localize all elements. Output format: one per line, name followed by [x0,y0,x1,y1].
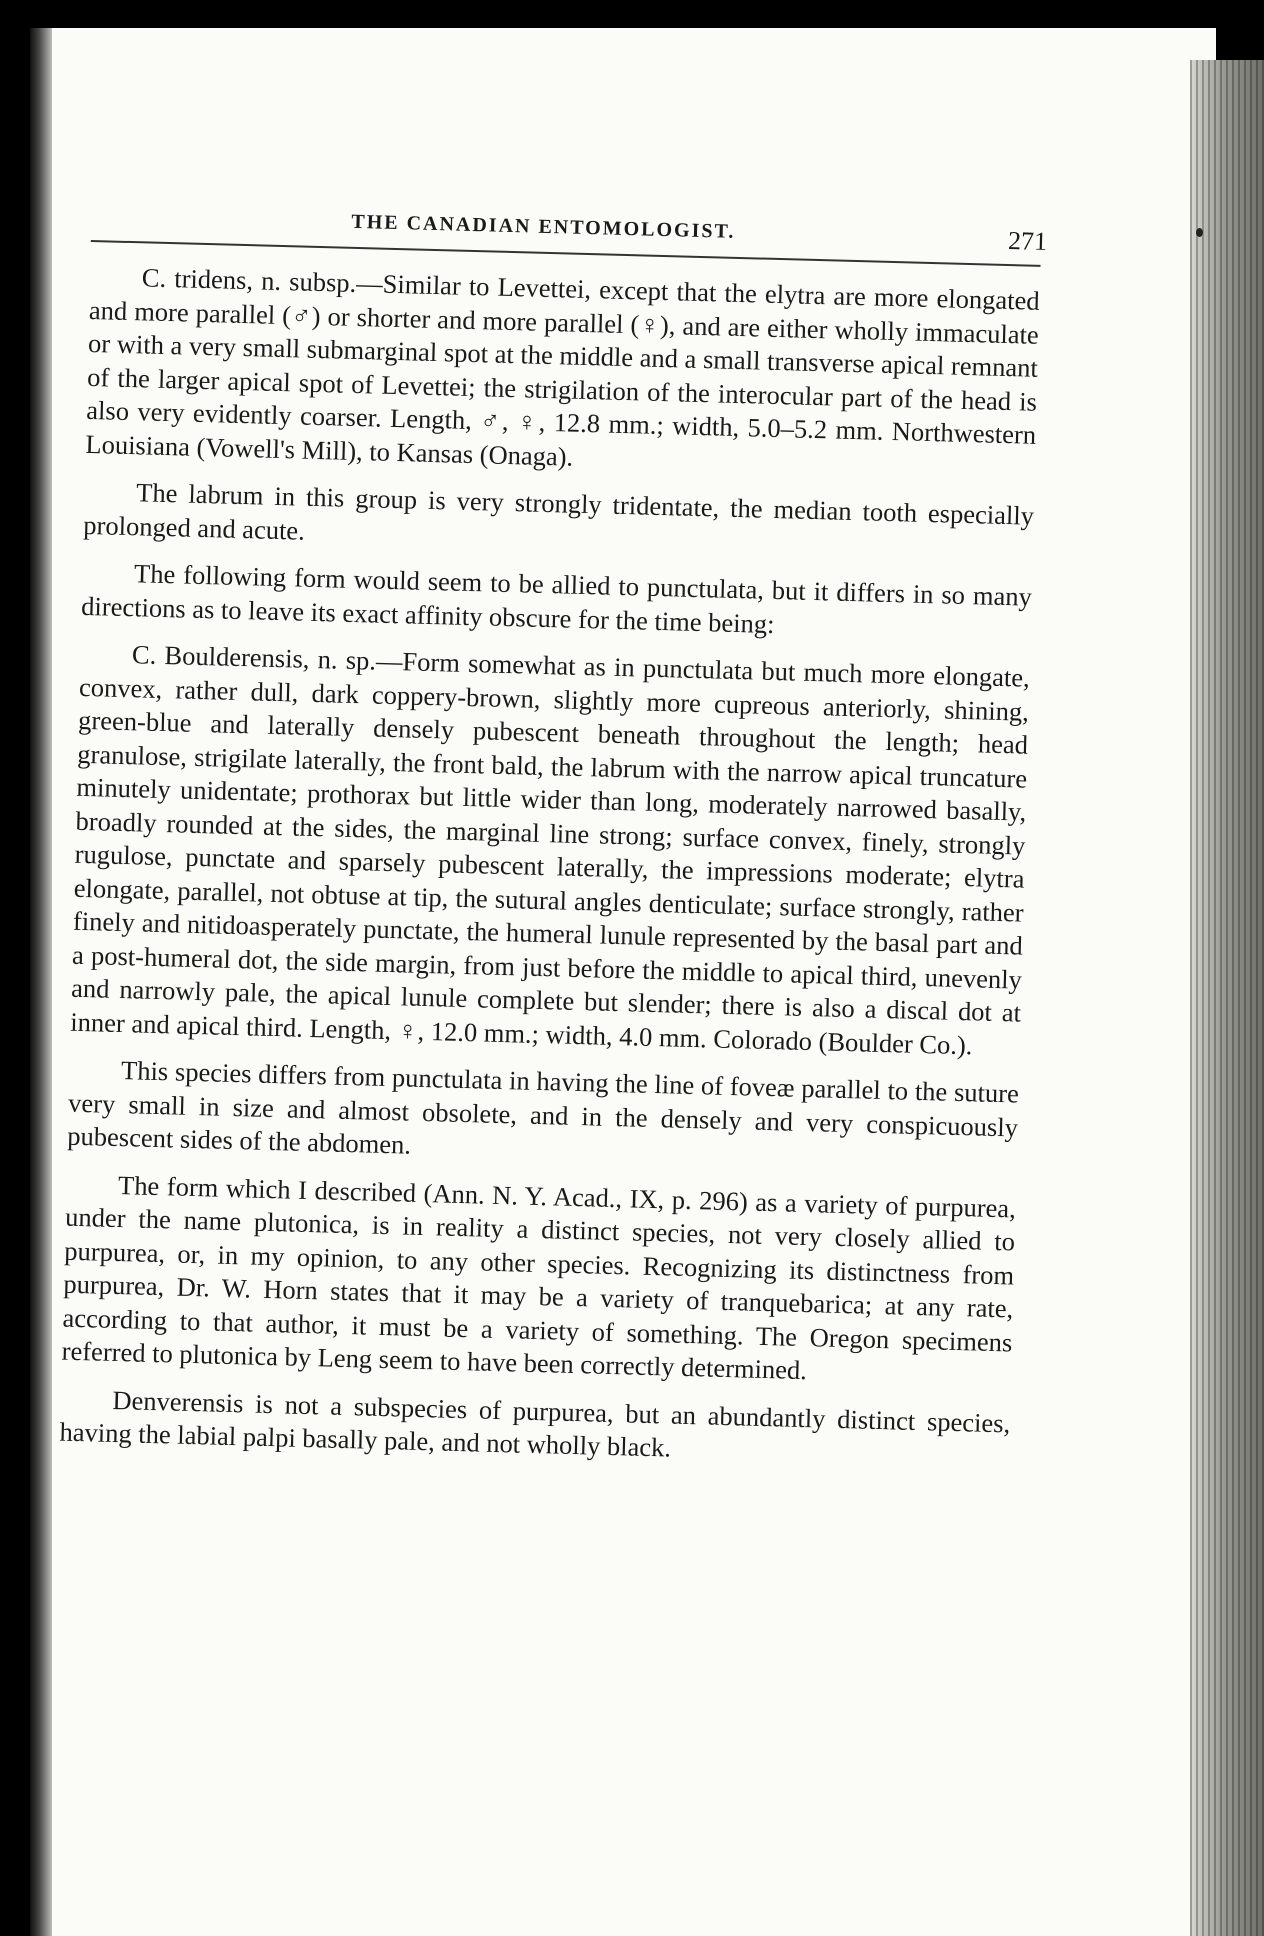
paragraph-tridens: C. tridens, n. subsp.—Similar to Levettei, except that the elytra are more elongated and more parallel (♂) or shorter and more parallel (♀), and are either wholly immaculate or with a very small submarginal spot at the middle and a small transverse apical remnant of the larger apical spot of Levettei; the strigilation of the interocular part of the head is also very evidently coarser. Length, ♂, ♀, 12.8 mm.; width, 5.0–5.2 mm. Northwestern Louisiana (Vowell's Mill), to Kansas (Onaga). [85,262,1040,472]
paragraph-species-differs: This species differs from punctulata in having the line of foveæ parallel to the suture very small in size and almost obsolete, and in the densely and very conspicuously pubescent sides of the abdomen. [67,1055,1020,1160]
paragraph-plutonica: The form which I described (Ann. N. Y. Acad., IX, p. 296) as a variety of purpurea, under the name plutonica, is in reality a distinct species, not very closely allied to purpurea, or, in my opinion, to any other species. Recognizing its distinctness from purpurea, Dr. W. Horn states that it may be a variety of tranquebarica; at any rate, according to that author, it must be a variety of something. The Oregon specimens referred to plutonica by Leng seem to have been correctly determined. [61,1169,1017,1386]
ink-mark [1196,228,1203,237]
page-number: 271 [1007,226,1048,257]
paragraph-boulderensis: C. Boulderensis, n. sp.—Form somewhat as in punctulata but much more elongate, convex, rather dull, dark coppery-brown, slightly more cupreous anteriorly, shining, green-blue and laterally densely pubescent beneath throughout the length; head granulose, strigilate laterally, the front bald, the labrum with the narrow apical truncature minutely unidentate; prothorax but little wider than long, moderately narrowed basally, broadly rounded at the sides, the marginal line strong; surface convex, finely, strongly rugulose, punctate and sparsely pubescent laterally, the impressions moderate; elytra elongate, parallel, not obtuse at tip, the sutural angles denticulate; surface strongly, rather finely and nitidoasperately punctate, the humeral lunule represented by the basal part and a post-humeral dot, the side margin, from just before the middle to apical third, unevenly and narrowly pale, the apical lunule complete but slender; there is also a discal dot at inner and apical third. Length, ♀, 12.0 mm.; width, 4.0 mm. Colorado (Boulder Co.). [69,639,1031,1060]
paragraph-labrum: The labrum in this group is very strongly tridentate, the median tooth especially prolonged and acute. [83,477,1035,546]
page-stack-edge [1190,60,1264,1936]
page-text [59,196,1048,1488]
paragraph-following-form: The following form would seem to be allied to punctulata, but it differs in so many directions as to leave its exact affinity obscure for the time being: [80,558,1033,639]
paragraph-denverensis: Denverensis is not a subspecies of purpurea, but an abundantly distinct species, having the labial palpi basally pale, and not wholly black. [59,1384,1011,1463]
page-gutter-shadow [30,28,52,1936]
journal-title: THE CANADIAN ENTOMOLOGIST. [351,210,736,243]
